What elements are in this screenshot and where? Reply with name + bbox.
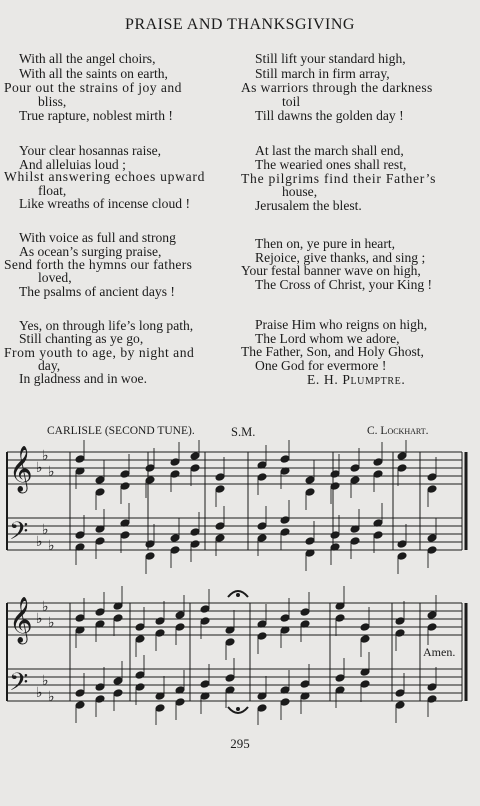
verse-line: The psalms of ancient days ! [19, 284, 175, 299]
note-head [257, 522, 267, 531]
verse-line: The Father, Son, and Holy Ghost, [241, 344, 424, 359]
note-head [215, 485, 225, 494]
note-head [373, 458, 383, 467]
note-head [170, 470, 180, 479]
note-head [155, 704, 165, 713]
note-head [427, 485, 437, 494]
verse-line: One God for evermore ! [255, 358, 387, 373]
flat-icon: ♭ [36, 611, 43, 627]
verse-line: And alleluias loud ; [19, 157, 126, 172]
music-score [0, 440, 480, 725]
flat-icon: ♭ [48, 538, 55, 554]
verse-line: In gladness and in woe. [19, 371, 147, 386]
note-head [145, 464, 155, 473]
note-head [350, 537, 360, 546]
verse-line: Jerusalem the blest. [255, 198, 362, 213]
verse-line: Still march in firm array, [255, 66, 390, 81]
note-head [305, 488, 315, 497]
note-head [257, 704, 267, 713]
note-head [360, 635, 370, 644]
note-head [373, 470, 383, 479]
amen-label: Amen. [423, 645, 456, 659]
verse-line: True rapture, noblest mirth ! [19, 108, 173, 123]
bass-clef-icon: 𝄢 [9, 517, 29, 552]
flat-icon: ♭ [42, 673, 49, 689]
note-head [145, 540, 155, 549]
note-head [397, 452, 407, 461]
note-head [120, 531, 130, 540]
verse-line: Like wreaths of incense cloud ! [19, 196, 190, 211]
verse-line: Yes, on through life’s long path, [19, 318, 194, 333]
note-head [75, 614, 85, 623]
verse-line: Pour out the strains of joy and [4, 80, 182, 95]
verse-line: Send forth the hymns our fathers [4, 257, 193, 272]
note-head [257, 632, 267, 641]
note-head [350, 464, 360, 473]
verse-line: Whilst answering echoes upward [4, 169, 206, 184]
note-head [397, 552, 407, 561]
note-head [120, 470, 130, 479]
verse-line: Rejoice, give thanks, and sing ; [255, 250, 426, 265]
verse-line: bliss, [38, 94, 67, 109]
note-head [175, 611, 185, 620]
note-head [190, 452, 200, 461]
note-head [170, 458, 180, 467]
flat-icon: ♭ [42, 599, 49, 615]
note-head [225, 674, 235, 683]
note-head [305, 476, 315, 485]
note-head [395, 617, 405, 626]
note-head [95, 488, 105, 497]
verse-line: toil [282, 94, 301, 109]
note-head [75, 455, 85, 464]
note-head [360, 623, 370, 632]
treble-clef-icon: 𝄞 [9, 597, 33, 643]
note-head [280, 516, 290, 525]
verse-line: float, [38, 183, 67, 198]
note-head [215, 534, 225, 543]
note-head [120, 482, 130, 491]
page-number: 295 [230, 736, 250, 751]
verse-line: The pilgrims find their Father’s [241, 171, 437, 186]
note-head [330, 482, 340, 491]
note-head [395, 629, 405, 638]
verse-line: day, [38, 358, 61, 373]
verse-line: Praise Him who reigns on high, [255, 317, 428, 332]
fermata-dot [237, 594, 240, 597]
tune-name [47, 425, 195, 437]
note-head [427, 695, 437, 704]
flat-icon: ♭ [48, 615, 55, 631]
flat-icon: ♭ [36, 534, 43, 550]
note-head [200, 680, 210, 689]
note-head [427, 623, 437, 632]
author-credit: E. H. Plumptre. [307, 372, 406, 387]
note-head [75, 701, 85, 710]
verse-line: The wearied ones shall rest, [255, 157, 407, 172]
verse-line: Then on, ye pure in heart, [255, 236, 396, 251]
note-head [135, 623, 145, 632]
note-head [95, 476, 105, 485]
note-head [135, 671, 145, 680]
verse-line: As warriors through the darkness [241, 80, 433, 95]
page-title: PRAISE AND THANKSGIVING [125, 16, 355, 33]
note-head [330, 470, 340, 479]
fermata-dot [237, 708, 240, 711]
note-head [427, 611, 437, 620]
note-head [175, 698, 185, 707]
note-head [75, 531, 85, 540]
verse-line: With voice as full and strong [19, 230, 176, 245]
note-head [300, 608, 310, 617]
note-head [257, 473, 267, 482]
note-head [170, 546, 180, 555]
note-head [280, 455, 290, 464]
note-head [360, 680, 370, 689]
note-head [155, 629, 165, 638]
flat-icon: ♭ [42, 448, 49, 464]
note-head [145, 476, 155, 485]
flat-icon: ♭ [36, 460, 43, 476]
note-head [427, 473, 437, 482]
note-head [397, 464, 407, 473]
note-head [330, 531, 340, 540]
verse-line: At last the march shall end, [255, 143, 404, 158]
verse-line: With all the angel choirs, [19, 51, 156, 66]
treble-clef-icon: 𝄞 [9, 446, 33, 492]
verse-line: Your clear hosannas raise, [19, 143, 162, 158]
note-head [335, 674, 345, 683]
note-head [427, 534, 437, 543]
note-head [175, 623, 185, 632]
note-head [305, 537, 315, 546]
verse-line: From youth to age, by night and [4, 345, 195, 360]
note-head [427, 683, 437, 692]
tune-title: CARLISLE [47, 425, 102, 437]
verse-line: As ocean’s surging praise, [19, 244, 162, 259]
note-head [95, 683, 105, 692]
verse-line: Till dawns the golden day ! [255, 108, 404, 123]
note-head [190, 540, 200, 549]
flat-icon: ♭ [48, 464, 55, 480]
verse-line: Your festal banner wave on high, [241, 263, 421, 278]
note-head [280, 528, 290, 537]
note-head [280, 614, 290, 623]
note-head [95, 608, 105, 617]
tune-meter: S.M. [231, 425, 256, 439]
note-head [300, 680, 310, 689]
note-head [397, 540, 407, 549]
verse-line: loved, [38, 270, 72, 285]
note-head [200, 605, 210, 614]
verse-line: Still chanting as ye go, [19, 331, 144, 346]
note-head [215, 473, 225, 482]
note-head [170, 534, 180, 543]
verse-line: The Cross of Christ, your King ! [255, 277, 433, 292]
note-head [113, 677, 123, 686]
tune-composer: C. Lockhart. [367, 425, 429, 437]
flat-icon: ♭ [42, 522, 49, 538]
note-head [350, 476, 360, 485]
note-head [113, 689, 123, 698]
verse-line: The Lord whom we adore, [255, 331, 400, 346]
note-head [95, 695, 105, 704]
note-head [200, 617, 210, 626]
note-head [135, 635, 145, 644]
note-head [335, 614, 345, 623]
flat-icon: ♭ [48, 689, 55, 705]
note-head [190, 464, 200, 473]
note-head [280, 698, 290, 707]
note-head [190, 528, 200, 537]
note-head [215, 522, 225, 531]
note-head [395, 701, 405, 710]
note-head [135, 683, 145, 692]
bass-clef-icon: 𝄢 [9, 668, 29, 703]
note-head [257, 534, 267, 543]
verse-line: With all the saints on earth, [19, 66, 168, 81]
note-head [75, 689, 85, 698]
note-head [95, 537, 105, 546]
note-head [373, 531, 383, 540]
note-head [145, 552, 155, 561]
verse-line: house, [282, 184, 318, 199]
note-head [155, 617, 165, 626]
note-head [395, 689, 405, 698]
verse-line: Still lift your standard high, [255, 51, 406, 66]
note-head [225, 638, 235, 647]
note-head [427, 546, 437, 555]
note-head [113, 614, 123, 623]
flat-icon: ♭ [36, 685, 43, 701]
tune-variant: (SECOND TUNE). [104, 425, 195, 437]
